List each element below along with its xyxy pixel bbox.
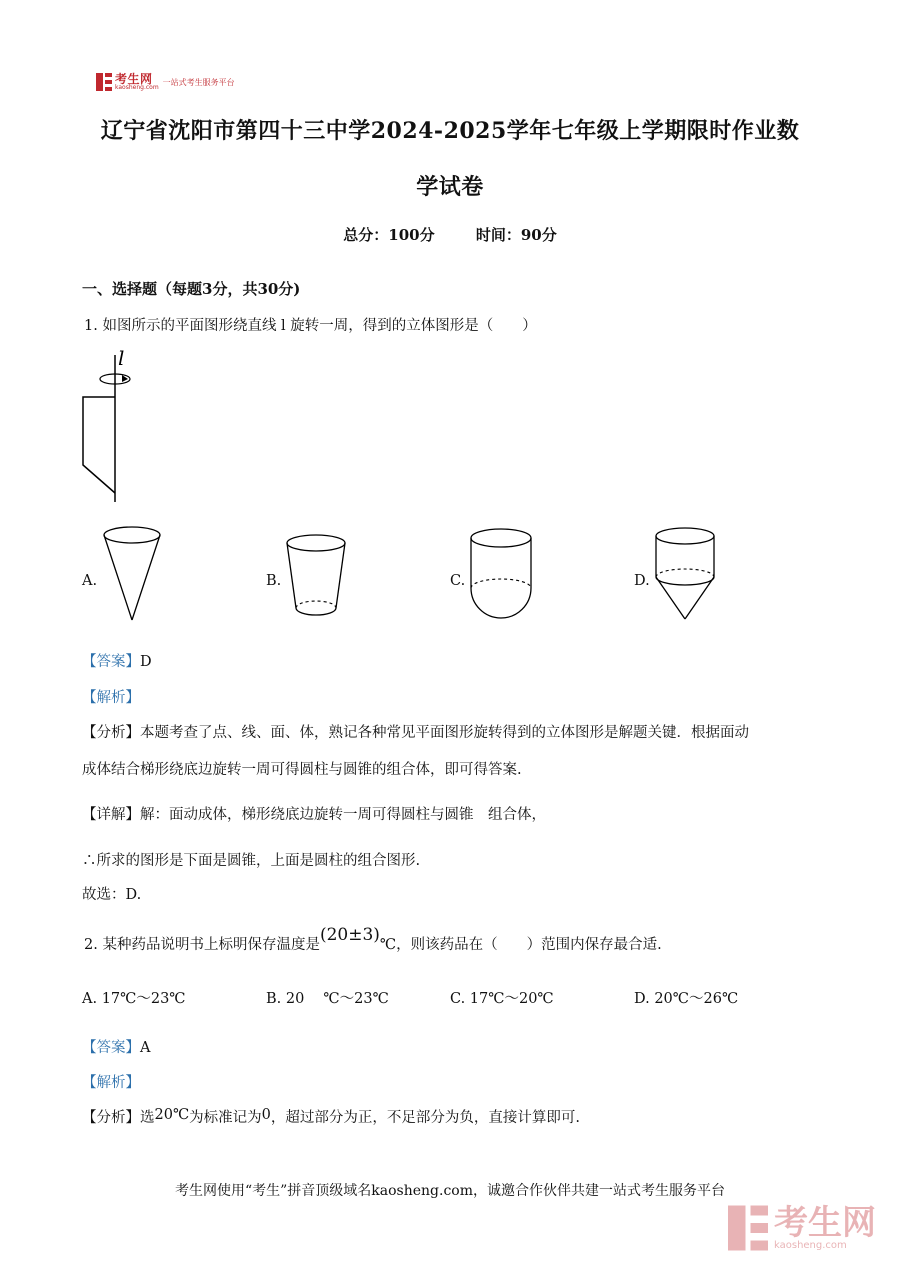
q2-fenxi: 【分析】选20℃为标准记为0，超过部分为正，不足部分为负，直接计算即可. bbox=[82, 1107, 581, 1126]
q1-analysis-tag: 【解析】 bbox=[82, 690, 140, 706]
q2-option-d: D. 20℃～26℃ bbox=[634, 991, 739, 1007]
q1-stem: 1. 如图所示的平面图形绕直线 l 旋转一周，得到的立体图形是（ ） bbox=[84, 318, 537, 334]
section-heading: 一、选择题（每题3分，共30分) bbox=[82, 280, 301, 298]
watermark-name: 考生网 bbox=[774, 1202, 876, 1243]
header-logo bbox=[96, 73, 235, 91]
q1-option-a-label: A. bbox=[82, 573, 98, 589]
q2-option-c: C. 17℃～20℃ bbox=[450, 991, 554, 1007]
q2-answer: 【答案】A bbox=[82, 1040, 151, 1056]
q1-choose: 故选：D. bbox=[82, 887, 142, 903]
kaosheng-logo-icon bbox=[96, 73, 112, 91]
q1-answer: 【答案】D bbox=[82, 654, 152, 670]
page-title-line1: 辽宁省沈阳市第四十三中学2024-2025学年七年级上学期限时作业数 bbox=[100, 118, 800, 144]
q2-stem: 2. 某种药品说明书上标明保存温度是(20±3)℃，则该药品在（ ）范围内保存最合适. bbox=[84, 925, 662, 953]
watermark bbox=[728, 1202, 876, 1251]
q1-option-b-frustum bbox=[284, 532, 354, 624]
q2-option-a: A. 17℃～23℃ bbox=[82, 991, 186, 1007]
total-score: 总分：100分 bbox=[343, 226, 435, 244]
q2-formula: (20±3) bbox=[319, 925, 380, 945]
q1-fenxi: 【分析】本题考查了点、线、面、体，熟记各种常见平面图形旋转得到的立体图形是解题关键．根据面动 bbox=[82, 725, 749, 741]
header-slogan: 一站式考生服务平台 bbox=[162, 77, 235, 87]
exam-meta bbox=[0, 224, 900, 245]
q2-option-b: B. 20 ℃～23℃ bbox=[266, 991, 389, 1007]
q1-option-c-cylinder-hemisphere bbox=[469, 524, 539, 624]
q2-analysis-tag: 【解析】 bbox=[82, 1075, 140, 1091]
footer-text: 考生网使用“考生”拼音顶级域名kaosheng.com，诚邀合作伙伴共建一站式考生服务平台 bbox=[174, 1183, 726, 1199]
q1-therefore: ∴所求的图形是下面是圆锥，上面是圆柱的组合图形. bbox=[82, 853, 421, 869]
watermark-logo-icon bbox=[728, 1205, 768, 1251]
q1-option-a-cone bbox=[100, 518, 170, 623]
watermark-domain: kaosheng.com bbox=[774, 1239, 847, 1251]
q1-rotation-figure bbox=[78, 345, 138, 505]
q1-option-b-label: B. bbox=[266, 573, 282, 589]
page-title-line2: 学试卷 bbox=[416, 174, 484, 200]
q1-xiangjie: 【详解】解：面动成体，梯形绕底边旋转一周可得圆柱与圆锥 组合体， bbox=[82, 807, 546, 823]
logo-domain: kaosheng.com bbox=[115, 84, 159, 91]
q1-option-c-label: C. bbox=[450, 573, 466, 589]
q1-option-d-label: D. bbox=[634, 573, 650, 589]
logo-name: 考生网 bbox=[115, 72, 153, 86]
q1-option-d-cylinder-cone bbox=[654, 524, 724, 624]
q1-fenxi-line2: 成体结合梯形绕底边旋转一周可得圆柱与圆锥的组合体，即可得答案. bbox=[82, 762, 522, 778]
axis-label: l bbox=[118, 346, 125, 370]
exam-time: 时间：90分 bbox=[475, 226, 557, 244]
